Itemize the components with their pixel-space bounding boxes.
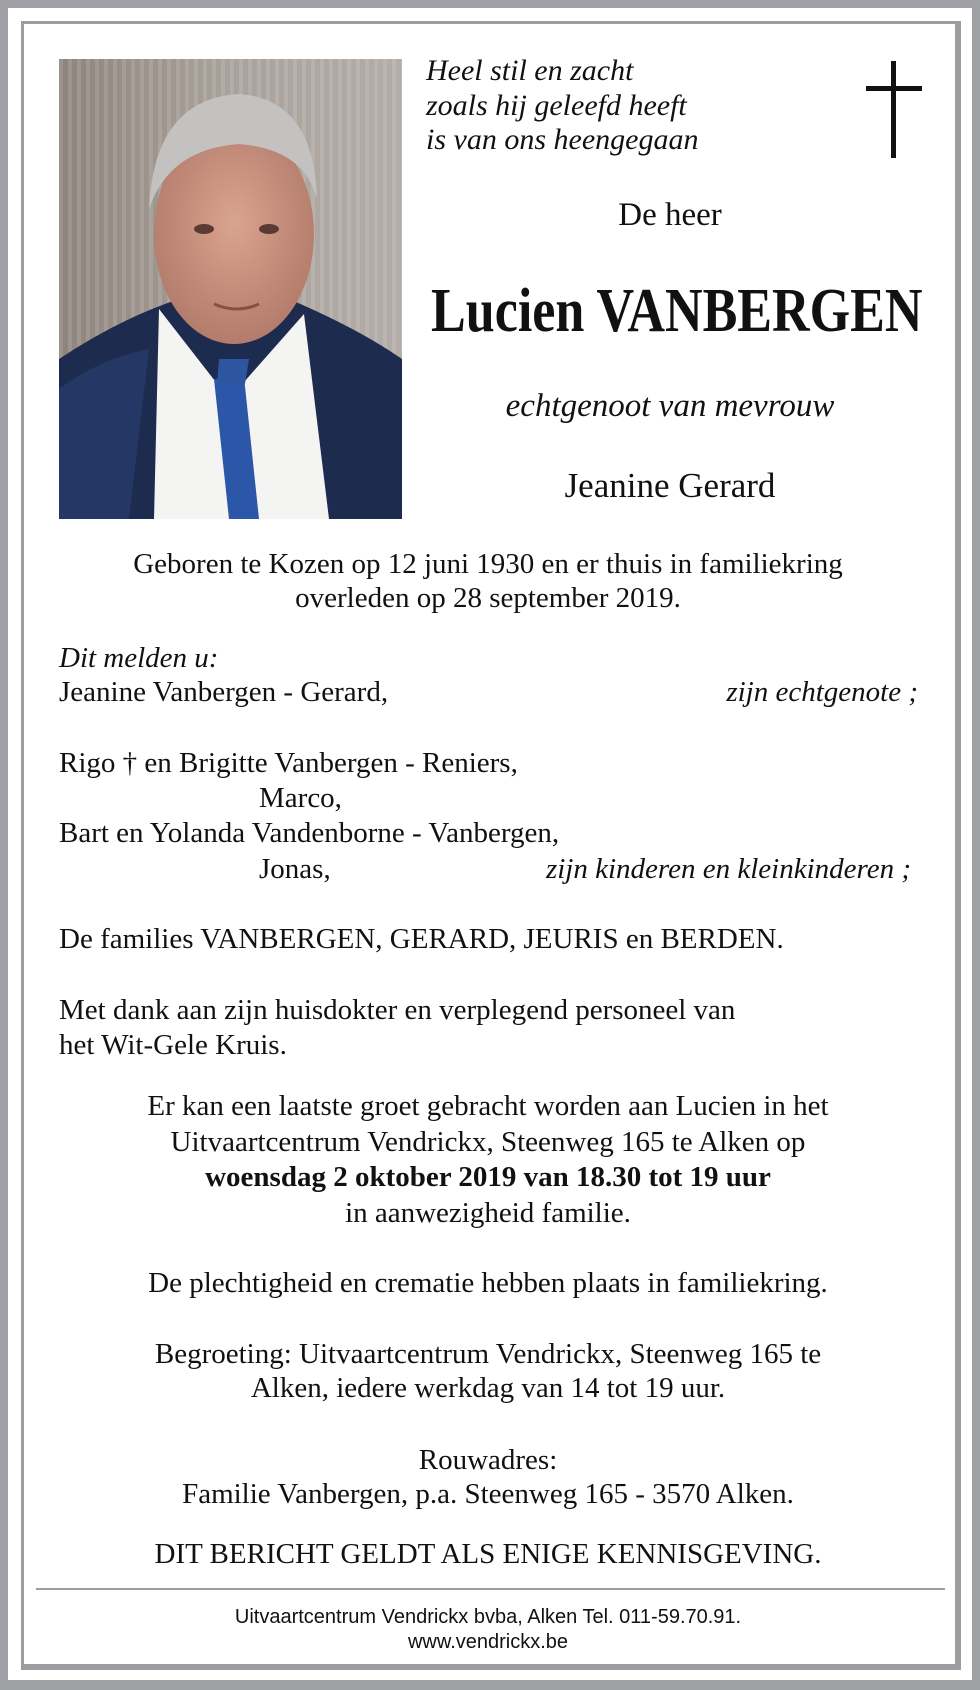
announcer-spouse-role: zijn echtgenote ;	[726, 676, 918, 708]
salutation: De heer	[618, 197, 722, 233]
birth-death-line: overleden op 28 september 2019.	[295, 582, 681, 614]
announcers-intro: Dit melden u:	[59, 642, 219, 674]
deceased-name: Lucien VANBERGEN	[431, 277, 923, 345]
announcer-grandchild: Marco,	[259, 782, 342, 814]
farewell-line: Er kan een laatste groet gebracht worden aan Lucien in het	[147, 1090, 829, 1122]
address-line: Familie Vanbergen, p.a. Steenweg 165 - 3570 Alken.	[182, 1478, 794, 1510]
footer-website[interactable]: www.vendrickx.be	[407, 1631, 569, 1653]
ceremony-line: De plechtigheid en crematie hebben plaats in familiekring.	[148, 1267, 828, 1299]
cross-icon	[866, 61, 922, 158]
poem-line: is van ons heengegaan	[426, 123, 699, 156]
address-label: Rouwadres:	[418, 1444, 558, 1476]
families-line: De families VANBERGEN, GERARD, JEURIS en BERDEN.	[59, 923, 784, 955]
relation: echtgenoot van mevrouw	[505, 388, 835, 424]
thanks-line: Met dank aan zijn huisdokter en verplegend personeel van	[59, 994, 736, 1026]
divider	[36, 1588, 945, 1590]
farewell-line: Uitvaartcentrum Vendrickx, Steenweg 165 te Alken op	[170, 1126, 806, 1158]
footer-company: Uitvaartcentrum Vendrickx bvba, Alken Tel. 011-59.70.91.	[234, 1606, 742, 1628]
farewell-date: woensdag 2 oktober 2019 van 18.30 tot 19 uur	[205, 1161, 771, 1193]
announcer-child: Bart en Yolanda Vandenborne - Vanbergen,	[59, 817, 560, 849]
announcer-grandchild: Jonas,	[259, 853, 331, 885]
greeting-line: Alken, iedere werkdag van 14 tot 19 uur.	[250, 1372, 726, 1404]
farewell-line: in aanwezigheid familie.	[345, 1197, 631, 1229]
poem-line: zoals hij geleefd heeft	[426, 89, 687, 122]
birth-death-line: Geboren te Kozen op 12 juni 1930 en er thuis in familiekring	[133, 548, 843, 580]
announcer-child: Rigo † en Brigitte Vanbergen - Reniers,	[59, 747, 518, 779]
notice-line: DIT BERICHT GELDT ALS ENIGE KENNISGEVING.	[154, 1538, 822, 1570]
portrait-photo	[59, 59, 402, 519]
thanks-line: het Wit-Gele Kruis.	[59, 1029, 287, 1061]
announcer-children-role: zijn kinderen en kleinkinderen ;	[545, 853, 911, 885]
spouse-name: Jeanine Gerard	[564, 466, 776, 505]
poem-line: Heel stil en zacht	[426, 54, 634, 87]
announcer-spouse: Jeanine Vanbergen - Gerard,	[59, 676, 389, 708]
greeting-line: Begroeting: Uitvaartcentrum Vendrickx, Steenweg 165 te	[154, 1338, 822, 1370]
